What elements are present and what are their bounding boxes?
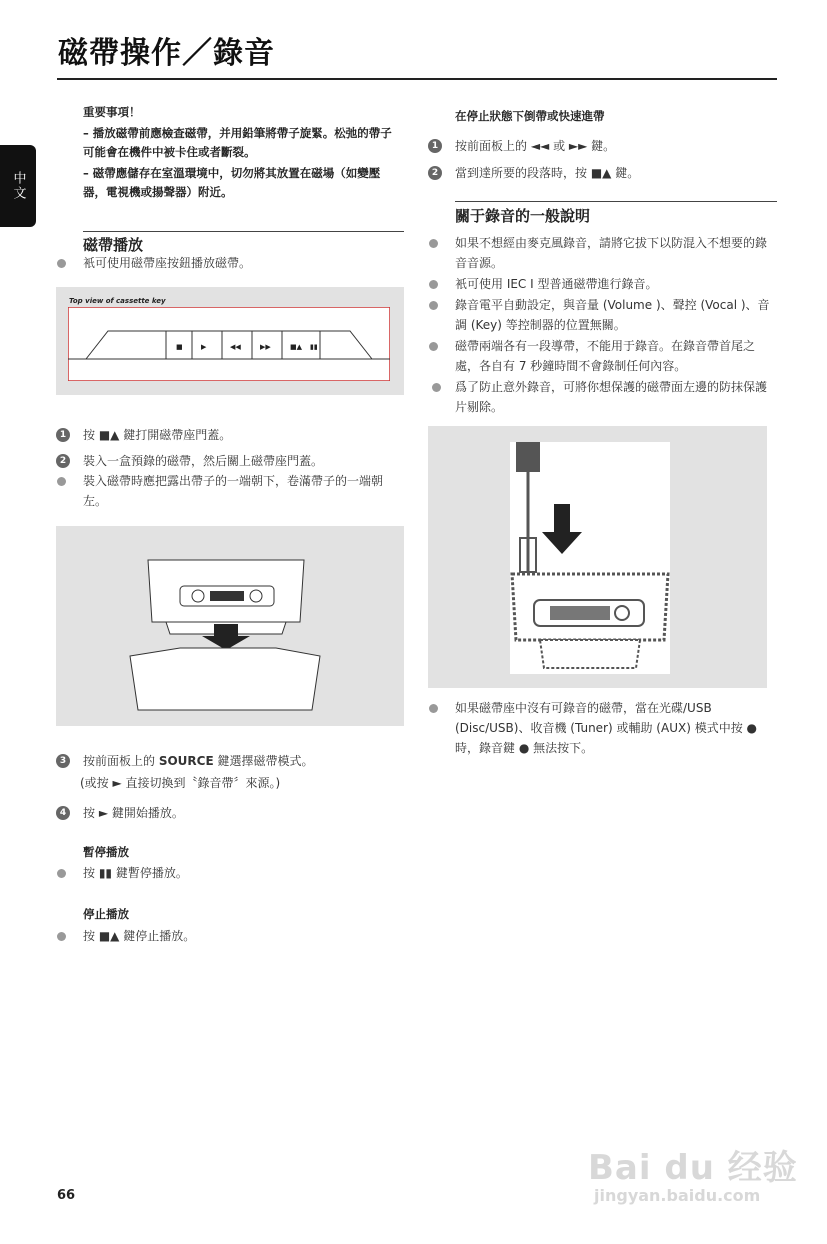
important-heading: 重要事項！ (83, 105, 141, 119)
bullet-icon (432, 383, 441, 392)
page-number: 66 (57, 1188, 76, 1203)
title-divider (57, 78, 777, 80)
svg-text:■: ■ (176, 343, 183, 351)
page-title: 磁帶操作／錄音 (58, 36, 275, 71)
bullet-icon (57, 477, 66, 486)
svg-text:▮▮: ▮▮ (310, 343, 318, 351)
playback-load-note: 裝入磁帶時應把露出帶子的一端朝下，卷滿帶子的一端朝左。 (83, 474, 384, 508)
bullet-icon (429, 280, 438, 289)
bullet-icon (57, 932, 66, 941)
playback-rule (83, 231, 404, 232)
figure-caption: Top view of cassette key (69, 297, 166, 305)
playback-step-3 (83, 751, 314, 771)
recording-note-3: 錄音電平自動設定，與音量 (Volume )、聲控 (Vocal )、音調 (Key) 等控制器的位置無關。 (455, 298, 770, 332)
bullet-icon (429, 342, 438, 351)
stop-text: 按 ■▲ 鍵停止播放。 (83, 929, 196, 943)
step-number-2: 2 (56, 454, 70, 468)
playback-step-3-note: (或按 ► 直接切換到〝錄音帶〞來源。) (80, 776, 281, 790)
recording-note-5: 爲了防止意外錄音，可將你想保護的磁帶面左邊的防抹保護片剔除。 (455, 380, 768, 414)
step-number-2: 2 (428, 166, 442, 180)
pause-text: 按 ▮▮ 鍵暫停播放。 (83, 866, 188, 880)
important-item-1: – 播放磁帶前應檢查磁帶，并用鉛筆將帶子旋緊。松弛的帶子可能會在機件中被卡住或者斷裂。 (83, 126, 392, 159)
cassette-keys-figure (56, 287, 404, 395)
bullet-icon (429, 239, 438, 248)
rewind-step-1: 按前面板上的 ◄◄ 或 ►► 鍵。 (455, 139, 616, 153)
step-3-text-pre: 按前面板上的 (83, 754, 159, 768)
language-tab-label: 中文 (10, 171, 26, 201)
stop-heading: 停止播放 (83, 907, 129, 921)
erase-protection-figure (428, 426, 767, 688)
step-number-3: 3 (56, 754, 70, 768)
important-item-1-text: 播放磁帶前應檢查磁帶，并用鉛筆將帶子旋緊。松弛的帶子可能會在機件中被卡住或者斷裂。 (83, 126, 392, 159)
svg-text:◀◀: ◀◀ (230, 343, 241, 351)
step-number-4: 4 (56, 806, 70, 820)
bullet-icon (57, 869, 66, 878)
cassette-keys-illustration (68, 307, 390, 381)
svg-text:▶: ▶ (201, 343, 207, 351)
playback-note: 衹可使用磁帶座按鈕播放磁帶。 (83, 256, 252, 270)
source-key-label: SOURCE (158, 754, 214, 768)
playback-heading: 磁帶播放 (83, 236, 144, 254)
load-cassette-figure (56, 526, 404, 726)
recording-rule (455, 201, 777, 202)
rewind-step-2: 當到達所要的段落時，按 ■▲ 鍵。 (455, 166, 640, 180)
language-tab (0, 145, 36, 227)
svg-text:■▲: ■▲ (290, 343, 302, 351)
step-number-1: 1 (56, 428, 70, 442)
watermark-url: jingyan.baidu.com (594, 1186, 761, 1205)
recording-note-2: 衹可使用 IEC I 型普通磁帶進行錄音。 (455, 277, 658, 291)
step-number-1: 1 (428, 139, 442, 153)
recording-final-note: 如果磁帶座中沒有可錄音的磁帶，當在光碟/USB (Disc/USB)、收音機 (Tuner) 或輔助 (AUX) 模式中按 ● 時，錄音鍵 ● 無法按下。 (455, 701, 757, 755)
bullet-icon (57, 259, 66, 268)
recording-heading: 關于錄音的一般說明 (455, 207, 591, 225)
recording-note-4: 磁帶兩端各有一段導帶，不能用于錄音。在錄音帶首尾之處，各自有 7 秒鐘時間不會錄制任何內容。 (455, 339, 756, 373)
bullet-icon (429, 704, 438, 713)
recording-note-1: 如果不想經由麥克風錄音，請將它拔下以防混入不想要的錄音音源。 (455, 236, 768, 270)
watermark-logo: Bai du 经验 (588, 1148, 798, 1188)
important-item-2: – 磁帶應儲存在室溫環境中，切勿將其放置在磁場（如變壓器，電視機或揚聲器）附近。 (83, 166, 381, 199)
playback-step-1: 按 ■▲ 鍵打開磁帶座門蓋。 (83, 428, 232, 442)
step-3-text-post: 鍵選擇磁帶模式。 (213, 754, 314, 768)
pause-heading: 暫停播放 (83, 845, 129, 859)
playback-step-4: 按 ► 鍵開始播放。 (83, 806, 184, 820)
important-item-2-text: 磁帶應儲存在室溫環境中，切勿將其放置在磁場（如變壓器，電視機或揚聲器）附近。 (83, 166, 381, 199)
playback-step-2: 裝入一盒預錄的磁帶，然后關上磁帶座門蓋。 (83, 454, 324, 468)
rewind-heading: 在停止狀態下倒帶或快速進帶 (455, 109, 605, 123)
bullet-icon (429, 301, 438, 310)
svg-text:▶▶: ▶▶ (260, 343, 271, 351)
cassette-loading-illustration (126, 552, 326, 712)
erase-tab-illustration (510, 442, 670, 674)
